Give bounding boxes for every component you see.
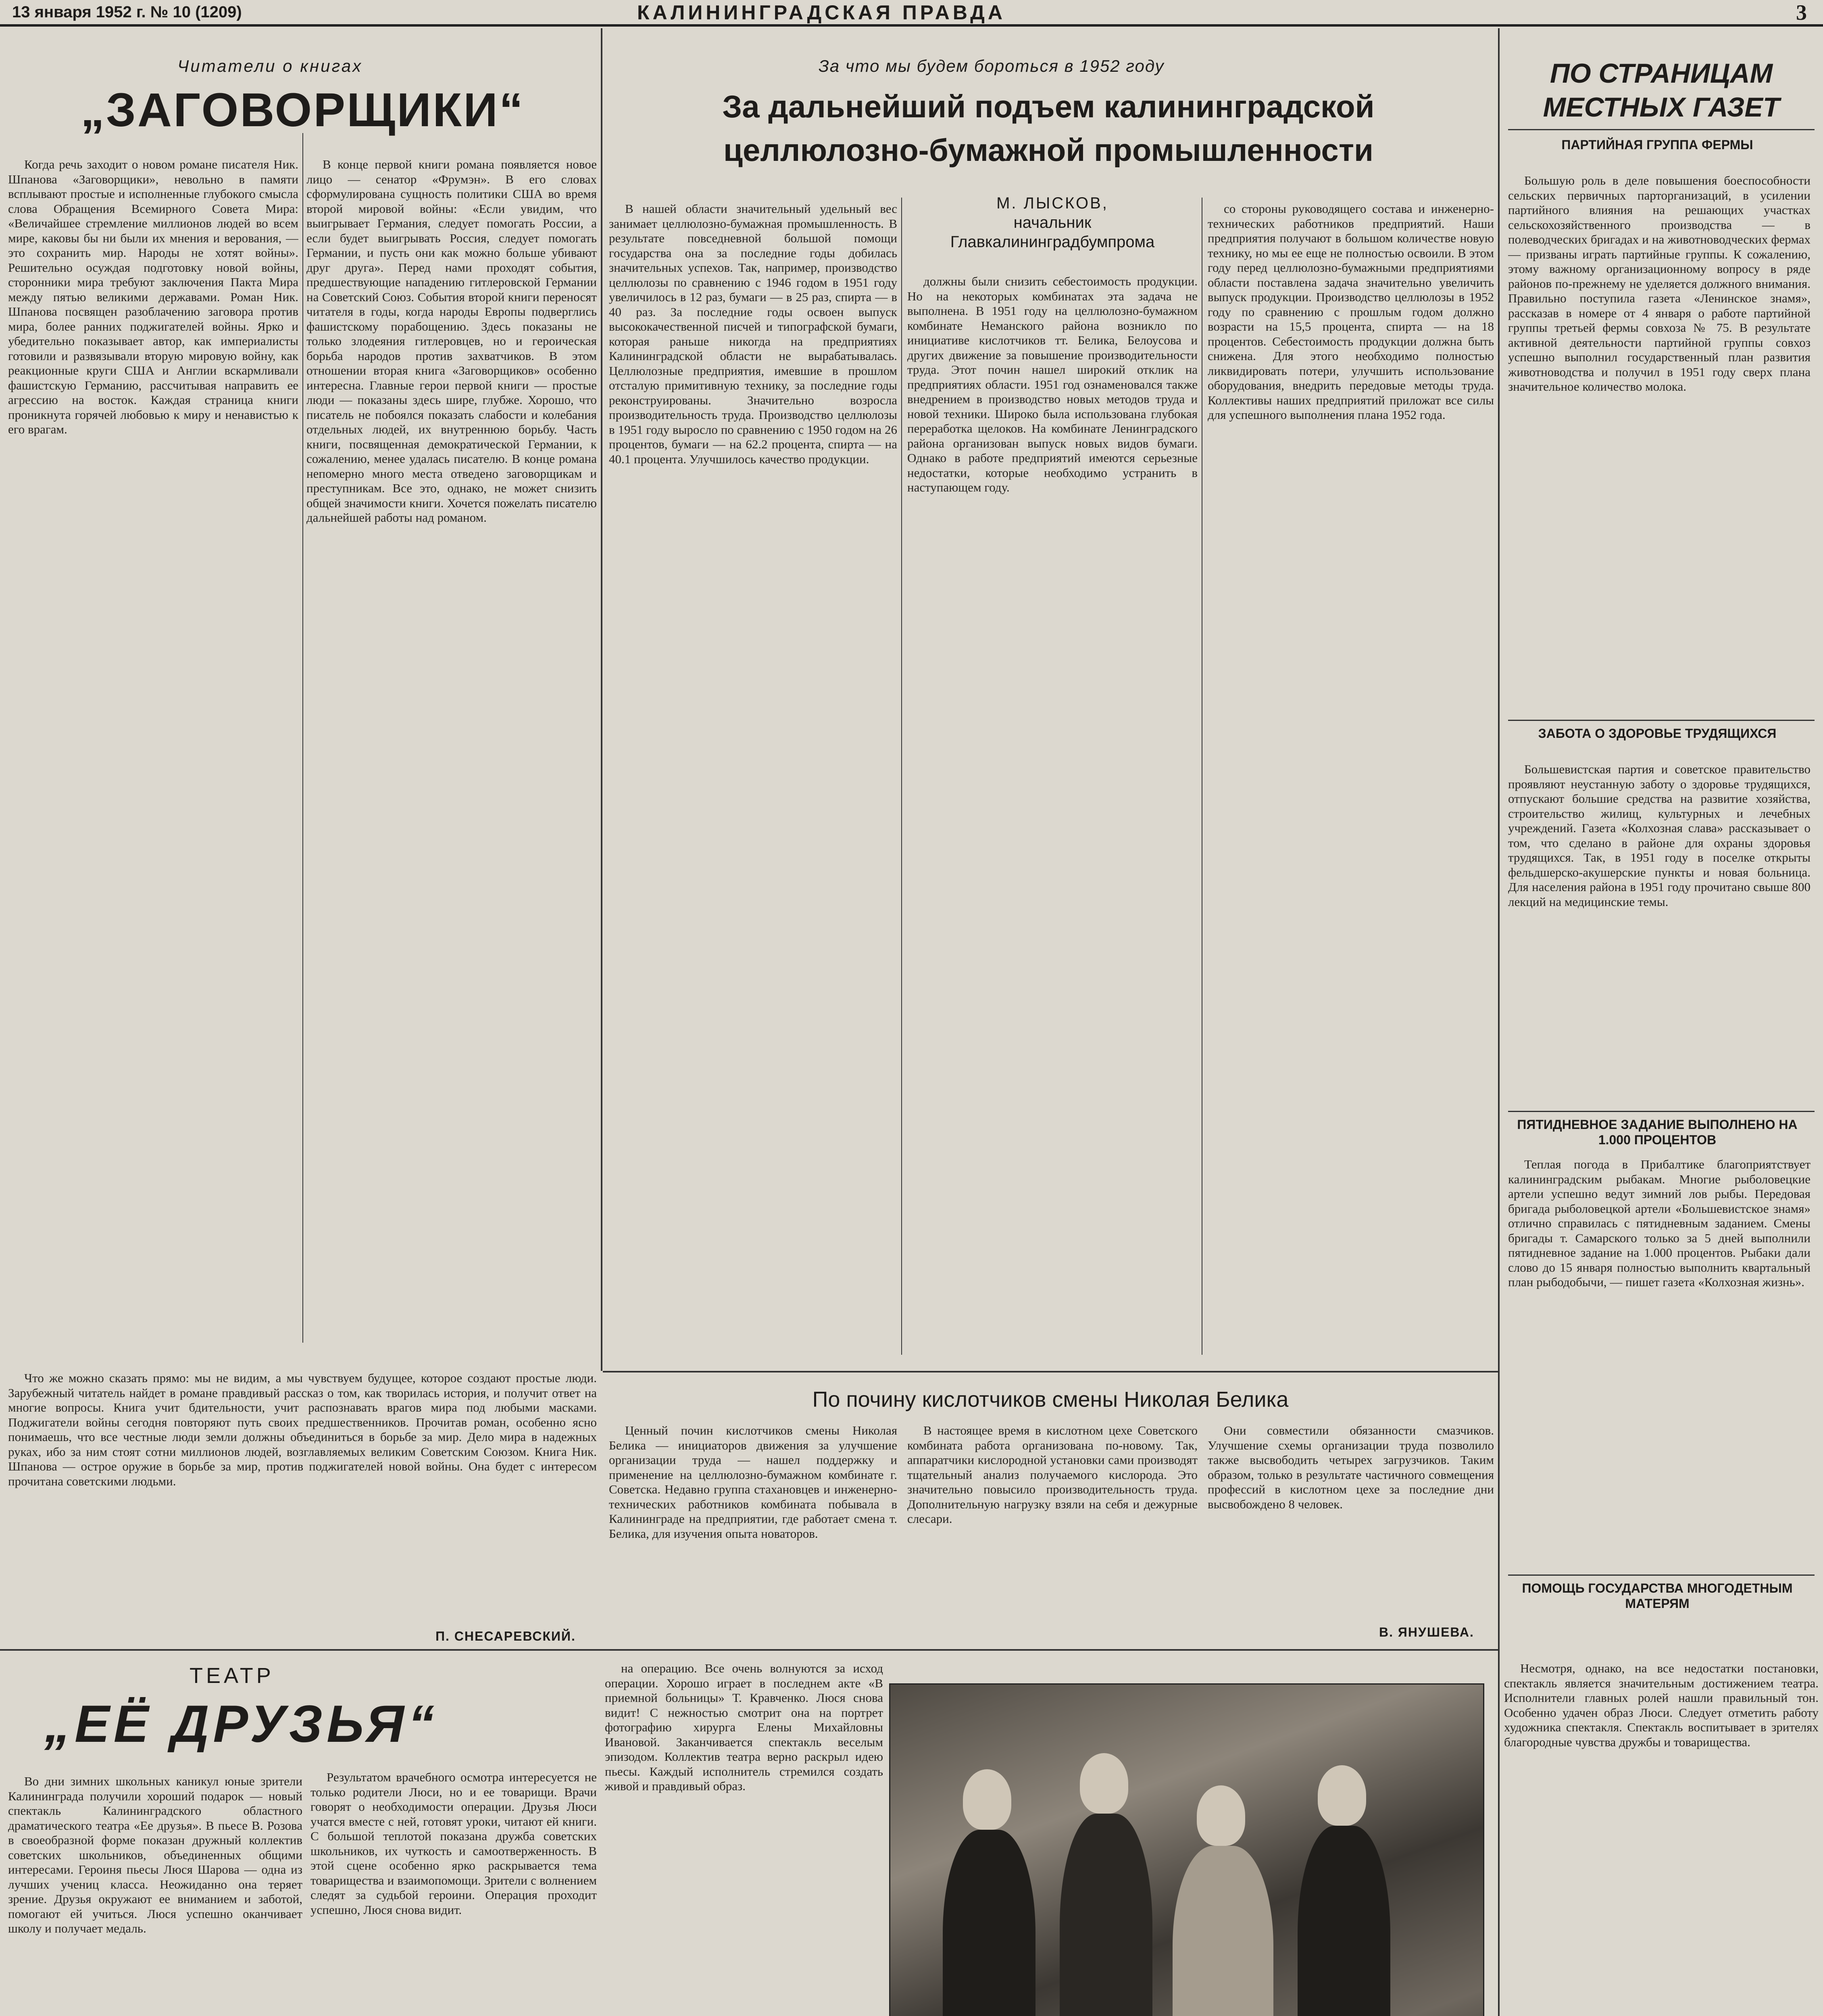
review-kicker: Читатели о книгах [177, 56, 363, 75]
lead-column-1: В нашей области значительный удельный вес занимает целлюлозно-бумажная промышленность. В результате повседневной большой помощи государства она за последние годы добилась значительных успехов. Так, например, производство целлюлозы по сравнению с 1946 годом в 1951 году увеличилось в 12 раз, бумаги — в 25 раз, спирта — в 40 раз. За последние годы освоен выпуск высококачественной писчей и типографской бумаги, которая раньше никогда на предприятиях Калининградской области не вырабатывалась. Целлюлозные предприятия, имевшие в прошлом отсталую примитивную технику, за последние годы реконструированы. Значительно возросла производительность труда. Производство целлюлозы в 1951 году выросло по сравнению с 1950 годом на 26 процентов, бумаги — на 62.2 процента, спирта — на 40.1 процента. Улучшилось качество продукции. [609, 202, 897, 466]
sidebar-section-head: ПОМОЩЬ ГОСУДАРСТВА МНОГОДЕТНЫМ МАТЕРЯМ [1522, 1581, 1793, 1611]
sidebar-section-head: ПЯТИДНЕВНОЕ ЗАДАНИЕ ВЫПОЛНЕНО НА 1.000 ПРОЦЕНТОВ [1517, 1117, 1798, 1147]
belik-column-2: В настоящее время в кислотном цехе Советского комбината работа организована по-новому. Так, аппаратчики кислородной установки сами производят тщательный анализ получаемого кислорода. Это значительно повысило производительность труда. Дополнительную нагрузку взяли на себя и дежурные слесари. [907, 1423, 1198, 1526]
issue-date: 13 января 1952 г. № 10 (1209) [12, 3, 242, 21]
section-divider [603, 1371, 1498, 1372]
sidebar-section-text: Теплая погода в Прибалтике благоприятствует калининградским рыбакам. Многие рыболовецкие артели успешно ведут зимний лов рыбы. Передовая бригада рыболовецкой артели «Большевистское знамя» отлично справилась с пятидневным заданием. Смены бригады т. Самарского только за 5 дней выполнили пятидневное задание на 1.000 процентов. Рыбаки дали слово до 15 января полностью выполнить квартальный план рыбодобычи, — пишет газета «Колхозная жизнь». [1508, 1157, 1810, 1289]
page-number: 3 [1796, 0, 1807, 25]
column-divider [901, 198, 902, 1355]
review-signature: П. СНЕСАРЕВСКИЙ. [435, 1629, 576, 1643]
theatre-kicker: ТЕАТР [190, 1664, 274, 1688]
theatre-column-5: Несмотря, однако, на все недостатки постановки, спектакль является значительным достижением театра. Исполнители главных ролей нашли правильный тон. Особенно удачен образ Люси. Следует отметить работу художника спектакля. Спектакль воспитывает в зрителях благородные чувства дружбы и товарищества. [1504, 1661, 1819, 1749]
section-divider [0, 1649, 1498, 1651]
lead-column-3: со стороны руководящего состава и инженерно-технических работников предприятий. Наши предприятия получают в большом количестве новую технику, но мы ее еще не полностью освоили. В этом году перед целлюлозно-бумажными предприятиями области поставлена задача значительно увеличить выпуск продукции. Производство целлюлозы в 1952 году по сравнению с прошлым годом должно возрасти на 15,5 процента, спирта — на 18 процентов. Себестоимость продукции должна быть снижена. Для этого необходимо полностью ликвидировать потери, улучшить использование оборудования, внедрить передовые методы труда. Коллективы наших предприятий приложат все силы для успешного выполнения плана 1952 года. [1208, 202, 1494, 422]
section-divider [1508, 129, 1815, 130]
theatre-title: „ЕЁ ДРУЗЬЯ“ [44, 1694, 438, 1753]
column-divider [302, 133, 303, 1343]
belik-title: По почину кислотчиков смены Николая Белика [812, 1387, 1289, 1412]
lead-title: За дальнейший подъем калининградской целлюлозно-бумажной промышленности [722, 89, 1375, 168]
column-divider [1498, 28, 1500, 2016]
lead-column-2: должны были снизить себестоимость продукции. Но на некоторых комбинатах эта задача не выполнена. В 1951 году на целлюлозно-бумажном комбинате Неманского района возникло по инициативе кислотчиков тт. Белика, Белоусова и других движение за повышение производительности труда. Этот почин нашел широкий отклик на предприятиях области. 1951 год ознаменовался также внедрением в производство новых методов труда и новой техники. Широко была использована глубокая переработка щелоков. На комбинате Ленинградского района организован выпуск новых видов бумаги. Однако в работе предприятий имеются серьезные недостатки, которые необходимо устранить в наступающем году. [907, 274, 1198, 494]
section-divider [1508, 1574, 1815, 1576]
newspaper-title: КАЛИНИНГРАДСКАЯ ПРАВДА [637, 1, 1006, 24]
lead-author [899, 194, 1206, 252]
review-column-2: В конце первой книги романа появляется новое лицо — сенатор «Фрумэн». В его словах сформулирована сущность политики США во время второй мировой войны: «Если увидим, что выигрывает Германия, следует помогать России, а если будет выигрывать Россия, следует помогать Германии, и пусть они как можно больше убивают друг друга». Перед нами проходят события, предшествующие нападению гитлеровской Германии на Советский Союз. События второй книги переносят читателя в годы, когда народы Европы подверглись фашистскому порабощению. Здесь показаны не только злодеяния гитлеровцев, но и героическая борьба народов против захватчиков. В этом отношении вторая книга «Заговорщиков» особенно интересна. Главные герои первой книги — простые люди — показаны здесь шире, глубже. Хорошо, что писатель не побоялся показать слабости и колебания отдельных людей, их внутреннюю борьбу. Часть книги, посвященная демократической Германии, к сожалению, менее удалась писателю. В конце романа непомерно много места отведено заговорщикам и преступникам. Все это, однако, не может снизить общей значимости книги. Хочется пожелать писателю дальнейшей работы над романом. [306, 157, 597, 525]
sidebar-section-text: Большую роль в деле повышения боеспособности сельских первичных парторганизаций, в усилении партийного влияния на решающих участках сельскохозяйственного производства — в полеводческих бригадах и на животноводческих фермах — призваны играть партийные группы. К сожалению, этому важному организационному вопросу в ряде районов по-прежнему не уделяется должного внимания. Правильно поступила газета «Ленинское знамя», рассказав в номере от 4 января о работе партийной группы третьей фермы совхоза № 75. В результате активной деятельности партийной группы совхоз успешно выполнил государственный план развития животноводства и получил в 1951 году сверх плана значительное количество молока. [1508, 173, 1810, 394]
review-title: „ЗАГОВОРЩИКИ“ [81, 83, 525, 137]
belik-column-3: Они совместили обязанности смазчиков. Улучшение схемы организации труда позволило также высвободить четырех загрузчиков. Таким образом, только в результате частичного совмещения профессий в кислотном цехе за последние дни высвобождено 8 человек. [1208, 1423, 1494, 1511]
theatre-column-3: на операцию. Все очень волнуются за исход операции. Хорошо играет в последнем акте «В приемной больницы» Т. Кравченко. Люся снова видит! С нежностью смотрит она на портрет фотографию хирурга Елены Михайловны Ивановой. Заканчивается спектакль веселым эпизодом. Коллектив театра верно раскрыл идею пьесы. Каждый исполнитель стремился создать живой и правдивый образ. [605, 1661, 883, 1793]
theatre-photo [889, 1683, 1484, 2016]
belik-column-1: Ценный почин кислотчиков смены Николая Белика — инициаторов движения за улучшение организации труда — нашел поддержку и применение на целлюлозно-бумажном комбинате г. Советска. Недавно группа стахановцев и инженерно-технических работников комбината побывала в Калининграде на предприятии, где работает смена т. Белика, для изучения опыта новаторов. [609, 1423, 897, 1541]
section-divider [1508, 720, 1815, 721]
sidebar-section-head: ЗАБОТА О ЗДОРОВЬЕ ТРУДЯЩИХСЯ [1538, 726, 1777, 741]
lead-kicker: За что мы будем бороться в 1952 году [819, 56, 1165, 75]
review-column-3: Что же можно сказать прямо: мы не видим, а мы чувствуем будущее, которое создают простые люди. Зарубежный читатель найдет в романе правдивый рассказ о том, как творилась история, и получит ответ на многие вопросы. Книга учит бдительности, учит распознавать врагов мира под любыми масками. Поджигатели войны сегодня повторяют путь своих предшественников. Прочитав роман, особенно ясно понимаешь, что все честные люди земли должны объединиться в борьбе за мир. Дело мира в надежных руках, ибо за ним стоят сотни миллионов людей, возглавляемых великим Советским Союзом. Книга Ник. Шпанова — острое оружие в борьбе за мир, против поджигателей новой войны. Она будет с интересом прочитана советскими людьми. [8, 1371, 597, 1488]
sidebar-section-head: ПАРТИЙНАЯ ГРУППА ФЕРМЫ [1561, 137, 1753, 152]
author-org: Главкалининградбумпрома [950, 233, 1155, 251]
sidebar-section-text-continued [1508, 1617, 1810, 1649]
sidebar-section-text: Большевистская партия и советское правительство проявляют неустанную заботу о здоровье трудящихся, отпускают большие средства на развитие хозяйства, строительство жилищ, культурных и лечебных учреждений. Газета «Колхозная слава» рассказывает о том, что сделано в районе для охраны здоровья трудящихся. Так, в 1951 году в поселке открыты фельдшерско-акушерские пункты и новая больница. Для населения района в 1951 году прочитано свыше 800 лекций на медицинские темы. [1508, 762, 1810, 909]
author-role: начальник [1013, 214, 1092, 231]
theatre-column-1: Во дни зимних школьных каникул юные зрители Калининграда получили хороший подарок — новый спектакль Калининградского областного драматического театра «Ее друзья». В пьесе В. Розова в своеобразной форме показан дружный коллектив советских школьников, объединенных общими интересами. Героиня пьесы Люся Шарова — одна из лучших учениц класса. Неожиданно она теряет зрение. Друзья окружают ее вниманием и заботой, помогают ей учиться. Люся успешно оканчивает школу и получает медаль. [8, 1774, 302, 1935]
section-divider [1508, 1111, 1815, 1112]
author-name: М. ЛЫСКОВ, [996, 194, 1108, 212]
column-divider [601, 28, 602, 1371]
belik-signature: В. ЯНУШЕВА. [1379, 1625, 1474, 1639]
review-column-1: Когда речь заходит о новом романе писателя Ник. Шпанова «Заговорщики», невольно в памяти всплывают простые и исполненные глубокого смысла слова Обращения Всемирного Совета Мира: «Величайшее стремление миллионов людей во всем мире, каковы бы ни были их мнения и верования, — это сохранить мир. Народы не хотят войны». Решительно осуждая подготовку новой войны, сторонники мира требуют заключения Пакта Мира между пятью великими державами. Роман Ник. Шпанова посвящен разоблачению заговора против мира, более ранних поджигателей войны. Ярко и убедительно показывает автор, как империалисты готовили и развязывали вторую мировую войну, как реакционные круги США и Англии вскармливали фашистскую Германию, рассчитывая направить ее агрессию на восток. Каждая страница книги проникнута горячей любовью к миру и ненавистью к его врагам. [8, 157, 298, 436]
masthead [0, 0, 1823, 27]
theatre-column-2: Результатом врачебного осмотра интересуется не только родители Люси, но и ее товарищи. Врачи говорят о необходимости операции. Друзья Люси учатся вместе с ней, готовят уроки, читают ей книги. С большой теплотой показана дружба советских школьников, их чуткость и самоотверженность. В этой сцене особенно ярко раскрывается тема товарищества и взаимопомощи. Зрители с волнением следят за судьбой героини. Операция проходит успешно, Люся снова видит. [310, 1770, 597, 1917]
sidebar-title: ПО СТРАНИЦАМ МЕСТНЫХ ГАЗЕТ [1543, 58, 1780, 123]
